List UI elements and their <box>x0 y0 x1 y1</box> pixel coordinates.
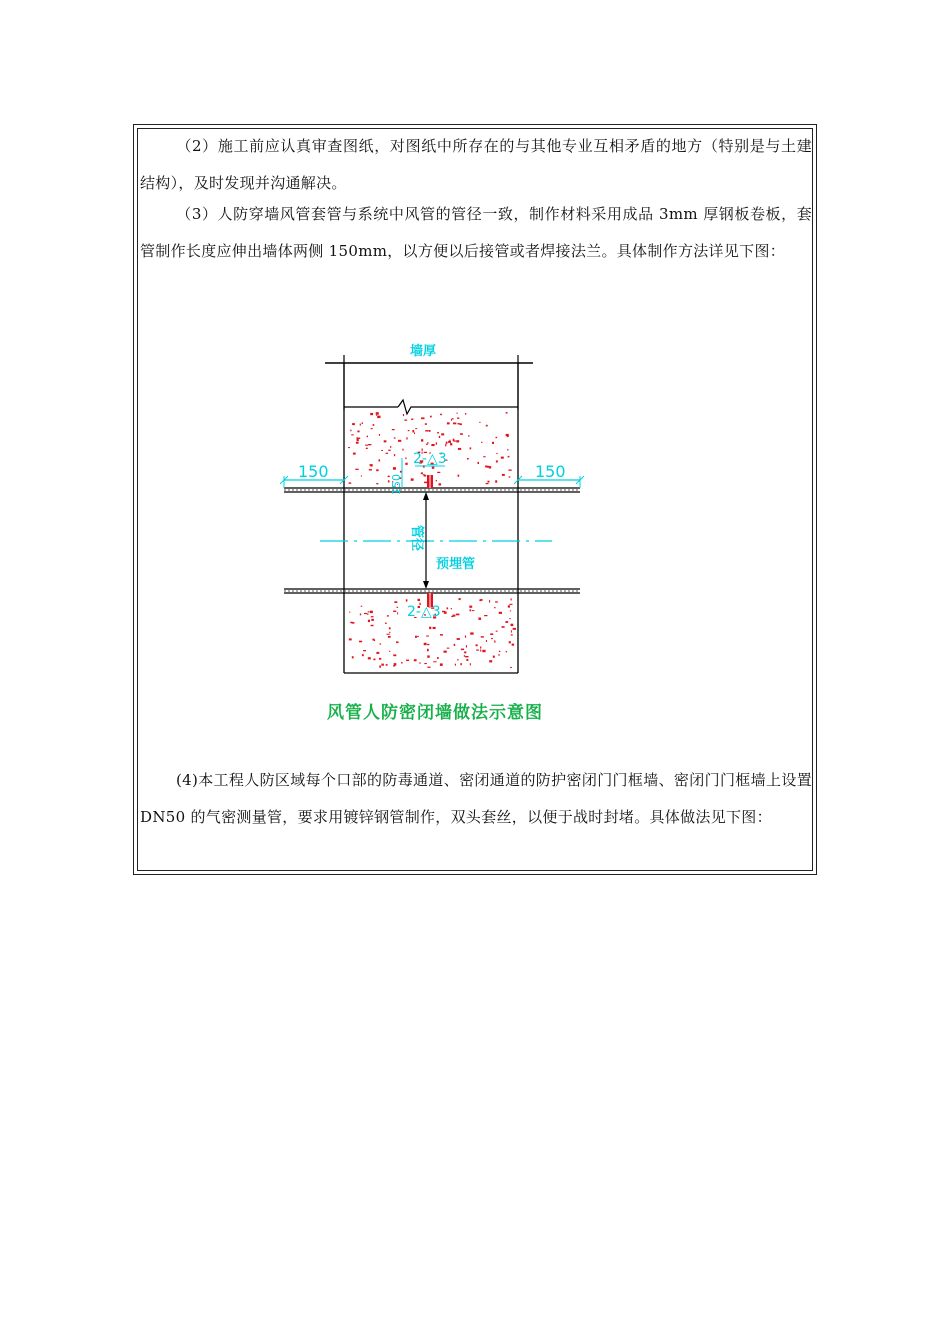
bottom-weld-mark <box>407 593 441 620</box>
figure-caption: 风管人防密闭墙做法示意图 <box>327 703 543 723</box>
paragraph-2 <box>140 128 812 202</box>
bottom-weld-label: 2-△3 <box>407 604 441 620</box>
paragraph-4 <box>140 762 812 836</box>
left-extension-label: 150 <box>298 462 329 481</box>
wall-thickness-label: 墙厚 <box>410 344 437 359</box>
wall-thickness-dimension <box>325 343 533 410</box>
left-extension-dimension <box>280 462 348 488</box>
paragraph-3 <box>140 196 812 270</box>
paragraph-4-text: (4)本工程人防区域每个口部的防毒通道、密闭通道的防护密闭门门框墙、密闭门门框墙上设置 DN50 的气密测量管，要求用镀锌钢管制作，双头套丝，以便于战时封堵。具体做法见下图： <box>140 771 812 826</box>
concrete-top <box>348 412 512 485</box>
right-extension-label: 150 <box>535 462 566 481</box>
embedded-pipe-label: 预埋管 <box>436 557 476 572</box>
top-sleeve-pipe <box>284 488 580 492</box>
right-extension-dimension <box>514 462 584 488</box>
bottom-sleeve-pipe <box>284 589 580 593</box>
paragraph-3-text: （3）人防穿墙风管套管与系统中风管的管径一致，制作材料采用成品 3mm 厚钢板卷板，套管制作长度应伸出墙体两侧 150mm，以方便以后接管或者焊接法兰。具体制作方法详见下图： <box>140 205 812 260</box>
duct-wall-figure <box>270 330 600 740</box>
top-weld-mark <box>413 451 447 488</box>
wall-outline <box>344 363 518 673</box>
duct-wall-diagram <box>270 330 600 740</box>
paragraph-2-text: （2）施工前应认真审查图纸，对图纸中所存在的与其他专业互相矛盾的地方（特别是与土建结构），及时发现并沟通解决。 <box>140 137 812 192</box>
top-weld-label: 2-△3 <box>413 451 447 467</box>
pipe-diameter-label: 管径 <box>409 525 424 552</box>
small-vertical-label: 150 <box>390 474 403 495</box>
pipe-diameter-dimension <box>409 492 429 589</box>
